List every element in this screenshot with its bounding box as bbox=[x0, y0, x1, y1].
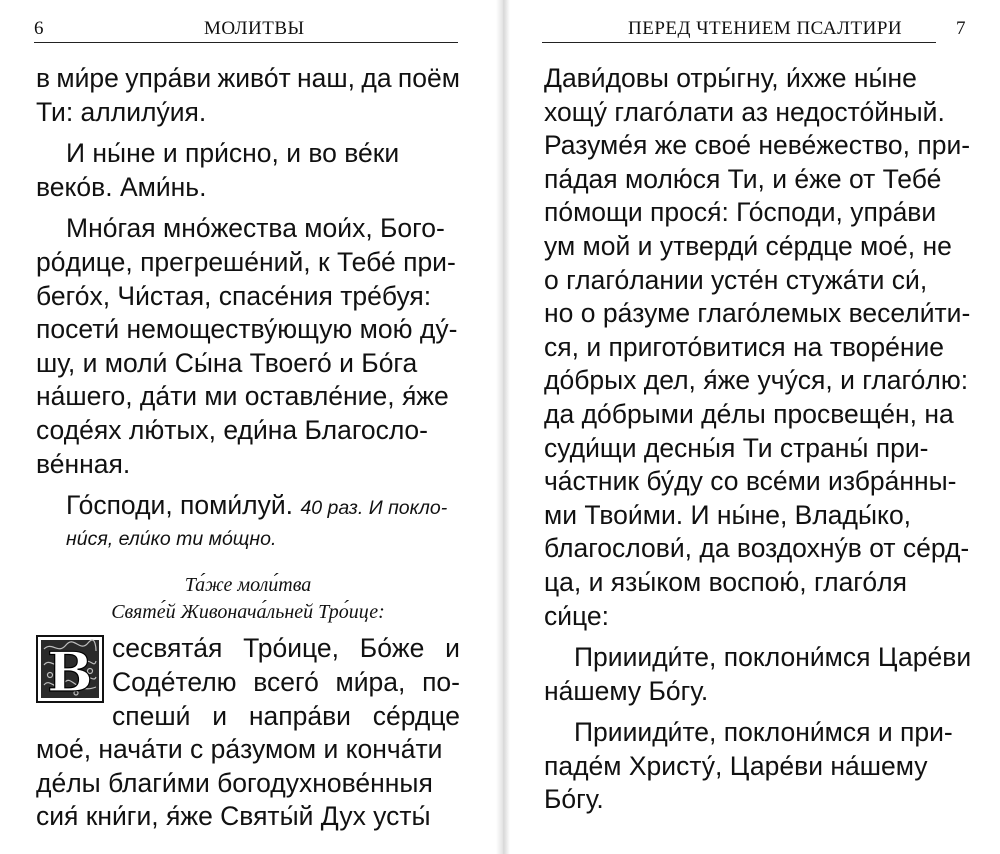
word: спеши́ bbox=[112, 700, 191, 731]
right-paragraph-3 bbox=[544, 716, 968, 817]
text-line: ся, и пригото́витися на творе́ние bbox=[544, 331, 945, 362]
text-line: де́лы благи́ми богодухнове́нныя bbox=[36, 767, 433, 798]
text-line: соде́ях лю́тых, еди́на Благослo- bbox=[36, 414, 428, 445]
word: напра́ви bbox=[248, 700, 351, 731]
text-line bbox=[112, 632, 460, 666]
prayer-heading bbox=[36, 572, 460, 626]
left-paragraph-4 bbox=[36, 489, 460, 556]
right-running-head bbox=[542, 18, 966, 42]
text-line: на́шему Бо́гу. bbox=[544, 675, 709, 706]
text-line: хощу́ глаго́лати аз недосто́йный. bbox=[544, 96, 945, 127]
word: се́рдце bbox=[372, 700, 460, 731]
heading-line: Та́же моли́тва bbox=[184, 574, 312, 597]
word: и bbox=[445, 633, 460, 664]
text-line: сия́ кни́ги, я́же Святы́й Дух усты́ bbox=[36, 801, 431, 832]
right-page-text bbox=[544, 62, 972, 817]
left-running-title: МОЛИТВЫ bbox=[204, 18, 305, 39]
text-line: суди́щи десны́я Ти страны́ при- bbox=[544, 432, 929, 463]
word: ми́ра, bbox=[335, 666, 406, 697]
text-line: ве́нная. bbox=[36, 448, 131, 479]
right-paragraph-2 bbox=[544, 641, 972, 708]
text-line: но о ра́зуме глаго́лемых весели́ти- bbox=[544, 298, 971, 329]
text-line: благослови́, да воздохну́в от се́рд- bbox=[544, 533, 970, 564]
text-line: Приииди́те, поклони́мся и при- bbox=[574, 717, 953, 748]
text-line: о глаго́лании усте́н стужа́ти си́, bbox=[544, 264, 928, 295]
rubric-line: ни́ся, ели́ко ти мо́щно. bbox=[66, 527, 277, 550]
heading-line: Святе́й Живонача́льней Тро́ице: bbox=[111, 601, 385, 624]
text-line: до́брых дел, я́же учу́ся, и глаго́лю: bbox=[544, 365, 969, 396]
left-running-head bbox=[34, 18, 458, 42]
word: ми́ре bbox=[56, 63, 119, 93]
text-line: си́це: bbox=[544, 600, 610, 631]
text-line: паде́м Христу́, Царе́ви на́шему bbox=[544, 750, 928, 781]
left-page-number: 6 bbox=[34, 18, 44, 39]
right-page-number: 7 bbox=[956, 18, 966, 39]
text-line: ца, и язы́ком воспою́, глаго́ля bbox=[544, 566, 907, 597]
right-page bbox=[510, 0, 1000, 854]
text-line: да до́брыми де́лы просвеще́н, на bbox=[544, 398, 954, 429]
text-line: ро́дице, прегреше́ний, к Тебе́ при- bbox=[36, 246, 456, 277]
word: да bbox=[361, 63, 392, 93]
rubric-text: 40 раз. И покло- bbox=[300, 497, 448, 520]
drop-cap-letter: В bbox=[47, 640, 93, 704]
right-header-rule bbox=[542, 42, 936, 43]
text-line: ум мой и утверди́ се́рдце мое́, не bbox=[544, 230, 952, 261]
word: поём bbox=[397, 63, 460, 93]
text-line: шу, и моли́ Сы́на Твоего́ и Бо́га bbox=[36, 347, 418, 378]
text-line: Бо́гу. bbox=[544, 784, 604, 815]
text-line: ча́стник бу́ду со все́ми избра́нны- bbox=[544, 466, 957, 497]
word: в bbox=[36, 63, 51, 93]
word: Тро́ице, bbox=[243, 633, 340, 664]
left-paragraph-3 bbox=[36, 212, 460, 481]
word: Бо́же bbox=[359, 633, 425, 664]
word: упра́ви bbox=[125, 63, 212, 93]
text-line: И ны́не и при́сно, и во ве́ки bbox=[66, 138, 400, 169]
text-line: бего́х, Чи́стая, спасе́ния тре́буя: bbox=[36, 280, 432, 311]
right-running-title: ПЕРЕД ЧТЕНИЕМ ПСАЛТИРИ bbox=[628, 18, 903, 39]
text-line bbox=[36, 62, 460, 96]
text-line: Приииди́те, поклони́мся Царе́ви bbox=[574, 642, 972, 673]
word: наш, bbox=[297, 63, 356, 93]
word: и bbox=[212, 700, 228, 731]
ornamental-drop-cap bbox=[36, 635, 104, 703]
text-line: по́мощи прося́: Го́споди, упра́ви bbox=[544, 197, 937, 228]
text-line: Мно́гая мно́жества мои́х, Бого- bbox=[66, 213, 445, 244]
book-gutter bbox=[496, 0, 510, 854]
text-line: веко́в. Ами́нь. bbox=[36, 171, 207, 202]
word: всего́ bbox=[253, 666, 319, 697]
word: живо́т bbox=[217, 63, 291, 93]
text-line: мое́, нача́ти с ра́зумом и конча́ти bbox=[36, 734, 443, 765]
word: по- bbox=[422, 666, 460, 697]
text-line: посети́ немоществу́ющую мою́ ду́- bbox=[36, 314, 458, 345]
left-paragraph-5 bbox=[36, 733, 460, 834]
left-page bbox=[0, 0, 496, 854]
text-line bbox=[112, 666, 460, 700]
text-line: па́дая молю́ся Ти, и е́же от Тебе́ bbox=[544, 163, 942, 194]
text-line: ми Твои́ми. И ны́не, Влады́ко, bbox=[544, 499, 912, 530]
word: сесвята́я bbox=[112, 633, 223, 664]
text-line: на́шего, да́ти ми оставле́ние, я́же bbox=[36, 381, 449, 412]
text-line: Дави́довы отры́гну, и́хже ны́не bbox=[544, 63, 917, 93]
left-paragraph-2 bbox=[36, 137, 460, 204]
word: Соде́телю bbox=[112, 666, 237, 697]
text-line bbox=[36, 489, 460, 523]
left-header-rule bbox=[34, 42, 458, 43]
drop-cap-paragraph bbox=[36, 632, 460, 733]
prayer-text: Го́споди, поми́луй. bbox=[66, 490, 294, 521]
text-line: Разуме́я же свое́ неве́жество, при- bbox=[544, 130, 971, 161]
left-paragraph-1 bbox=[36, 62, 460, 129]
text-line: Ти: аллилу́ия. bbox=[36, 96, 207, 127]
right-paragraph-1 bbox=[544, 62, 971, 633]
text-line bbox=[112, 700, 460, 734]
drop-cap-lines bbox=[112, 632, 460, 733]
left-page-text bbox=[36, 62, 460, 834]
